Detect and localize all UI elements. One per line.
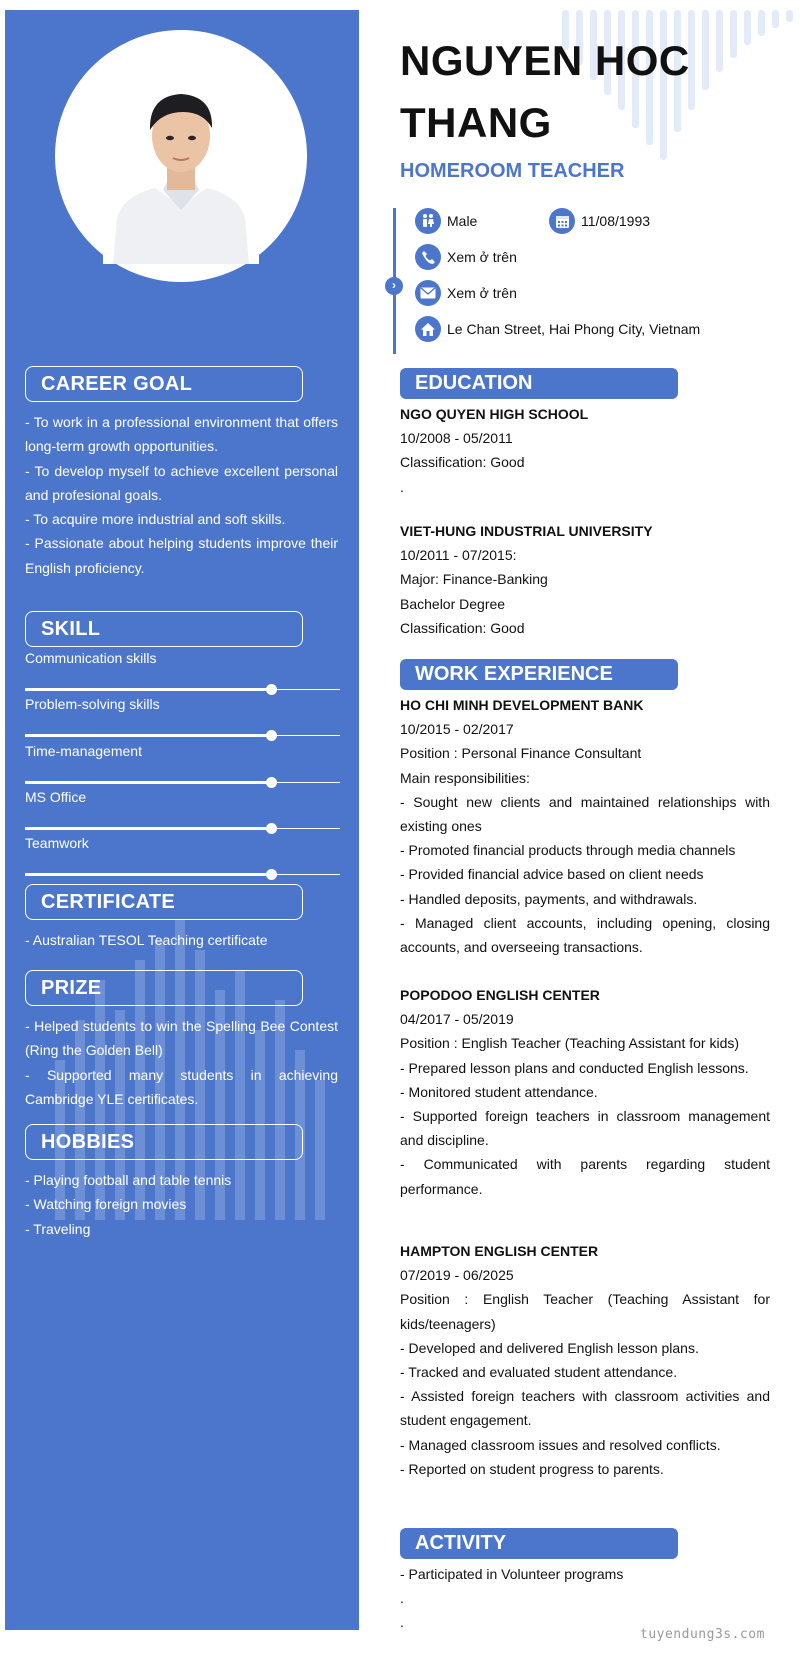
hobbies-text (25, 1168, 338, 1241)
name-line: NGUYEN HOC (400, 37, 690, 84)
name-line: THANG (400, 99, 552, 146)
gender-value: Male (447, 213, 478, 229)
dob-row (549, 208, 650, 234)
work-line: - Managed classroom issues and resolved conflicts. (400, 1436, 721, 1453)
skill-title: SKILL (25, 611, 303, 647)
address-value: Le Chan Street, Hai Phong City, Vietnam (447, 321, 701, 337)
work-line: - Reported on student progress to parents. (400, 1460, 664, 1477)
work-line: 04/2017 - 05/2019 (400, 1011, 514, 1028)
email-row (415, 280, 517, 306)
career-goal-title: CAREER GOAL (25, 366, 303, 402)
career-goal-line: - Passionate about helping students improve their English proficiency. (25, 535, 338, 576)
hobby-line: - Traveling (25, 1220, 91, 1237)
work-line: - Monitored student attendance. (400, 1083, 598, 1100)
dob-value: 11/08/1993 (581, 213, 651, 229)
address-row (415, 316, 700, 342)
skill-item (25, 650, 340, 690)
work-experience-title: WORK EXPERIENCE (400, 659, 678, 690)
activity-line: . (400, 1614, 404, 1631)
skill-item (25, 696, 340, 736)
email-value: Xem ở trên (447, 285, 517, 301)
phone-icon (415, 244, 441, 270)
work-line: - Provided financial advice based on client needs (400, 866, 704, 883)
education-entry (400, 519, 770, 640)
work-line: - Handled deposits, payments, and withdrawals. (400, 890, 698, 907)
work-line: - Prepared lesson plans and conducted English lessons. (400, 1059, 749, 1076)
work-line: - Managed client accounts, including opening, closing accounts, and overseeing transactions. (400, 914, 770, 956)
career-goal-text (25, 410, 338, 580)
education-line: Bachelor Degree (400, 595, 506, 612)
education-line: . (400, 478, 404, 495)
work-line: 07/2019 - 06/2025 (400, 1267, 514, 1284)
education-entry (400, 402, 770, 499)
work-line: - Developed and delivered English lesson plans. (400, 1339, 699, 1356)
education-line: 10/2008 - 05/2011 (400, 430, 513, 447)
skill-label: Time-management (25, 743, 142, 759)
prize-text (25, 1014, 338, 1111)
certificate-text (25, 928, 338, 952)
skill-label: Communication skills (25, 650, 157, 666)
skill-label: Teamwork (25, 835, 89, 851)
education-line: Major: Finance-Banking (400, 571, 548, 588)
career-goal-line: - To work in a professional environment that offers long-term growth opportunities. (25, 414, 338, 455)
activity-line: - Participated in Volunteer programs (400, 1566, 624, 1582)
certificate-line: - Australian TESOL Teaching certificate (25, 932, 268, 948)
prize-line: - Helped students to win the Spelling Bee Contest (Ring the Golden Bell) (25, 1018, 338, 1059)
hobby-line: - Playing football and table tennis (25, 1172, 232, 1188)
work-line: Position : English Teacher (Teaching Assistant for kids) (400, 1035, 740, 1052)
email-icon (415, 280, 441, 306)
work-line: - Supported foreign teachers in classroom management and discipline. (400, 1108, 770, 1149)
work-line: - Communicated with parents regarding student performance. (400, 1156, 770, 1197)
work-org: HAMPTON ENGLISH CENTER (400, 1243, 599, 1259)
profile-photo (103, 78, 259, 264)
work-line: - Assisted foreign teachers with classroom activities and student engagement. (400, 1388, 770, 1429)
watermark: tuyendung3s.com (640, 1627, 765, 1642)
activity-entry (400, 1562, 770, 1635)
candidate-name (400, 30, 700, 154)
chevron-right-icon: › (385, 277, 403, 295)
avatar (55, 30, 307, 282)
work-org: POPODOO ENGLISH CENTER (400, 987, 600, 1003)
job-title: HOMEROOM TEACHER (400, 160, 625, 182)
work-entry (400, 693, 770, 959)
skill-item (25, 743, 340, 783)
skill-item (25, 835, 340, 875)
work-line: Position : English Teacher (Teaching Assistant for kids/teenagers) (400, 1291, 770, 1332)
skill-track (25, 735, 340, 736)
work-line: Position : Personal Finance Consultant (400, 745, 642, 762)
gender-row (415, 208, 477, 234)
work-line: 10/2015 - 02/2017 (400, 721, 514, 738)
education-org: NGO QUYEN HIGH SCHOOL (400, 406, 589, 422)
skill-track (25, 782, 340, 783)
work-line: Main responsibilities: (400, 769, 530, 786)
prize-line: - Supported many students in achieving Cambridge YLE certificates. (25, 1066, 338, 1107)
skill-track (25, 689, 340, 690)
skill-track (25, 828, 340, 829)
education-line: 10/2011 - 07/2015: (400, 547, 517, 564)
work-org: HO CHI MINH DEVELOPMENT BANK (400, 697, 644, 713)
certificate-title: CERTIFICATE (25, 884, 303, 920)
activity-title: ACTIVITY (400, 1528, 678, 1559)
skill-track (25, 874, 340, 875)
home-icon (415, 316, 441, 342)
education-title: EDUCATION (400, 368, 678, 399)
prize-title: PRIZE (25, 970, 303, 1006)
work-line: - Tracked and evaluated student attendance. (400, 1364, 678, 1381)
gender-icon (415, 208, 441, 234)
activity-line: . (400, 1590, 404, 1607)
sidebar (5, 10, 359, 1630)
career-goal-line: - To develop myself to achieve excellent personal and profesional goals. (25, 462, 338, 503)
phone-value: Xem ở trên (447, 249, 517, 265)
education-line: Classification: Good (400, 454, 525, 471)
skill-label: Problem-solving skills (25, 696, 160, 712)
education-line: Classification: Good (400, 619, 525, 636)
calendar-icon (549, 208, 575, 234)
work-entry (400, 983, 770, 1201)
hobby-line: - Watching foreign movies (25, 1196, 187, 1213)
career-goal-line: - To acquire more industrial and soft skills. (25, 511, 286, 528)
skill-label: MS Office (25, 789, 87, 805)
work-line: - Promoted financial products through media channels (400, 842, 736, 859)
work-entry (400, 1239, 770, 1481)
education-org: VIET-HUNG INDUSTRIAL UNIVERSITY (400, 523, 653, 539)
work-line: - Sought new clients and maintained relationships with existing ones (400, 793, 770, 835)
hobbies-title: HOBBIES (25, 1124, 303, 1160)
skill-item (25, 789, 340, 829)
phone-row (415, 244, 517, 270)
